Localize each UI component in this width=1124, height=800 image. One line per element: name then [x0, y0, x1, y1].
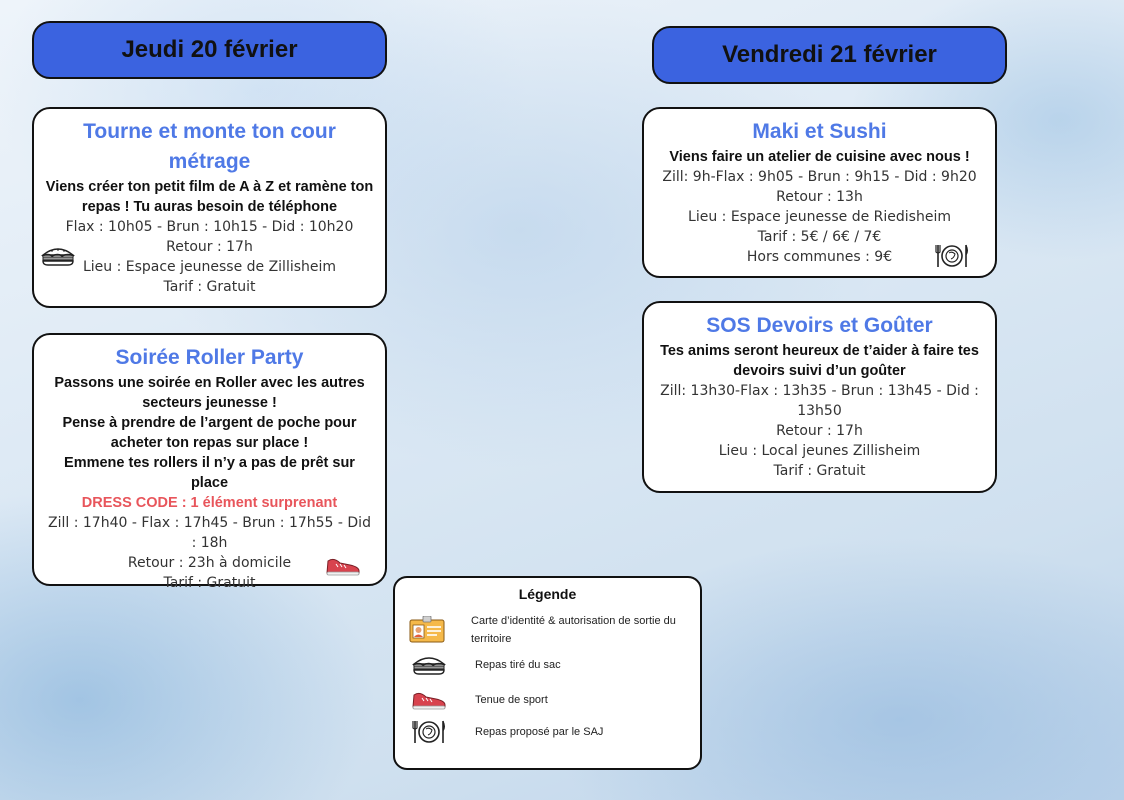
legend-label: Tenue de sport: [475, 694, 548, 706]
activity-price: Tarif : Gratuit: [163, 279, 256, 295]
legend-item: [407, 688, 697, 712]
day-header-thursday: Jeudi 20 février: [32, 21, 387, 79]
legend-label: Carte d’identité & autorisation de sortie du territoire: [471, 615, 676, 645]
activity-return: Retour : 17h: [166, 239, 253, 255]
legend-item: [407, 654, 697, 676]
activity-description: Tes anims seront heureux de t’aider à faire tes devoirs suivi d’un goûter: [660, 343, 979, 379]
activity-return: Retour : 17h: [776, 423, 863, 439]
activity-location: Lieu : Espace jeunesse de Riedisheim: [688, 209, 951, 225]
sneaker-icon: [324, 555, 362, 577]
sneaker-icon: [410, 689, 448, 711]
activity-return: Retour : 13h: [776, 189, 863, 205]
activity-card-court-metrage: [32, 107, 387, 308]
activity-title: SOS Devoirs et Goûter: [706, 314, 933, 337]
activity-schedule: Zill : 17h40 - Flax : 17h45 - Brun : 17h55 - Did : 18h: [48, 515, 371, 551]
activity-location: Lieu : Local jeunes Zillisheim: [718, 443, 921, 459]
activity-description: Viens faire un atelier de cuisine avec nous !: [669, 149, 970, 165]
legend-box: [393, 576, 702, 770]
activity-schedule: Flax : 10h05 - Brun : 10h15 - Did : 10h20: [65, 219, 354, 235]
legend-title: Légende: [518, 586, 577, 602]
legend-item: [407, 612, 697, 648]
activity-price: Tarif : Gratuit: [163, 575, 256, 591]
activity-title: Soirée Roller Party: [115, 346, 304, 369]
activity-card-devoirs: [642, 301, 997, 493]
activity-schedule: Zill: 13h30-Flax : 13h35 - Brun : 13h45 - Did : 13h50: [660, 383, 979, 419]
activity-card-maki: [642, 107, 997, 278]
activity-description: Passons une soirée en Roller avec les autres secteurs jeunesse !: [54, 375, 365, 411]
dress-code: DRESS CODE : 1 élément surprenant: [81, 495, 338, 511]
activity-return: Retour : 23h à domicile: [127, 555, 292, 571]
legend-label: Repas proposé par le SAJ: [475, 726, 604, 738]
activity-price-outside: Hors communes : 9€: [746, 249, 893, 265]
activity-title: Maki et Sushi: [752, 120, 887, 143]
sandwich-icon: [410, 654, 448, 676]
activity-schedule: Zill: 9h-Flax : 9h05 - Brun : 9h15 - Did : 9h20: [662, 169, 977, 185]
activity-card-roller: [32, 333, 387, 591]
activity-price: Tarif : Gratuit: [773, 463, 866, 479]
plate-cutlery-icon: [935, 243, 969, 269]
activity-price: Tarif : 5€ / 6€ / 7€: [757, 229, 882, 245]
plate-cutlery-icon: [412, 719, 446, 745]
id-card-icon: [409, 616, 445, 644]
activity-title: Tourne et monte ton cour métrage: [83, 120, 336, 173]
day-header-friday: Vendredi 21 février: [652, 26, 1007, 84]
legend-item: [407, 718, 697, 746]
activity-description: Emmene tes rollers il n’y a pas de prêt sur place: [64, 455, 355, 491]
activity-description: Pense à prendre de l’argent de poche pour acheter ton repas sur place !: [62, 415, 357, 451]
activity-location: Lieu : Espace jeunesse de Zillisheim: [82, 259, 337, 275]
activity-description: Viens créer ton petit film de A à Z et ramène ton repas ! Tu auras besoin de téléphone: [45, 179, 374, 215]
sandwich-icon: [40, 245, 76, 267]
legend-label: Repas tiré du sac: [475, 659, 561, 671]
